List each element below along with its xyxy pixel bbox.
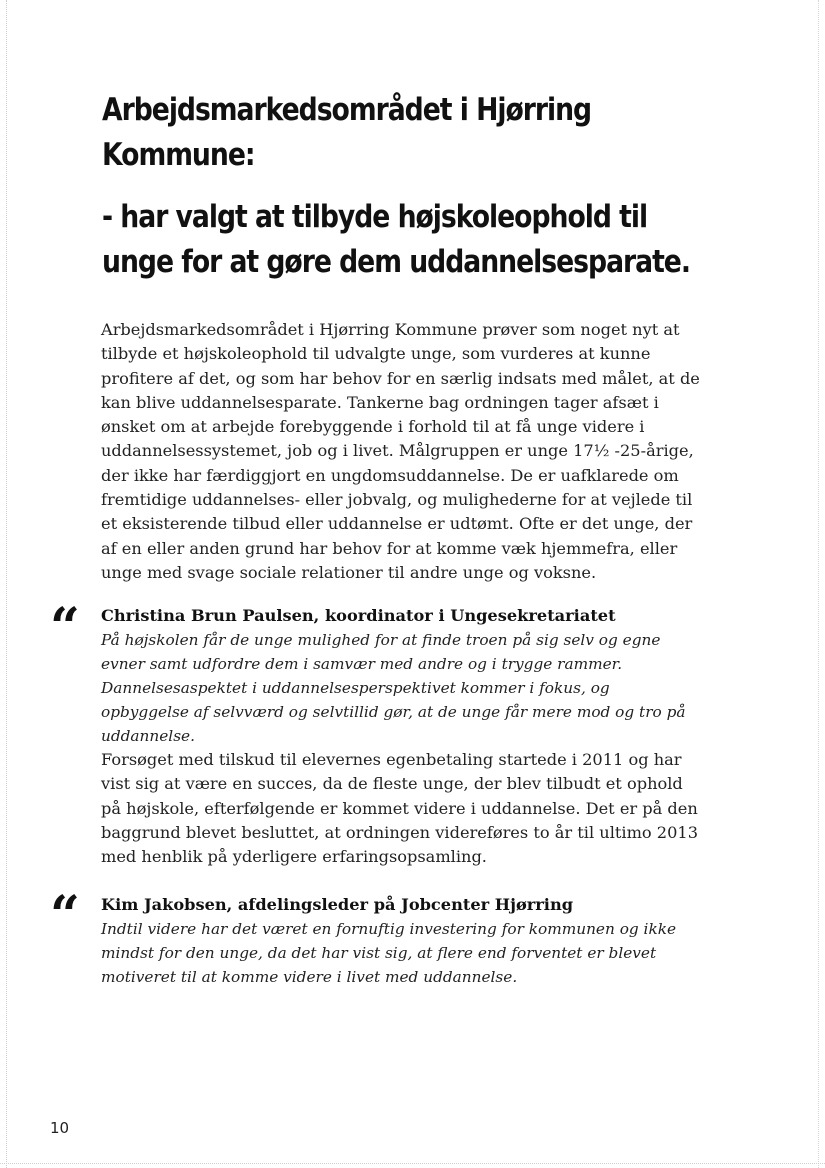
page-edge-left	[6, 0, 7, 1168]
page-number: 10	[50, 1119, 70, 1137]
quote-author: Kim Jakobsen, afdelingsleder på Jobcenter Hjørring	[101, 895, 574, 914]
quote-mark-icon: “	[50, 597, 74, 658]
quote-text: På højskolen får de unge mulighed for at finde troen på sig selv og egne evner samt udfordre dem i samvær med andre og i trygge rammer. Dannelsesaspektet i uddannelsesperspektivet kommer i fokus, og opbyggelse af selvværd og selvtillid gør, at de unge får mere mod og tro på uddannelse.	[101, 631, 686, 745]
page-title: Arbejdsmarkedsområdet i Hjørring Kommune:	[102, 92, 592, 173]
page-subtitle: - har valgt at tilbyde højskoleophold til unge for at gøre dem uddannelsesparate.	[102, 199, 690, 280]
body-paragraph: Forsøget med tilskud til elevernes egenbetaling startede i 2011 og har vist sig at være en succes, da de fleste unge, der blev tilbudt et ophold på højskole, efterfølgende er kommet videre i uddannelse. Det er på den baggrund blevet besluttet, at ordningen videreføres to år til ultimo 2013 med henblik på yderligere erfaringsopsamling.	[101, 750, 699, 867]
page-edge-right	[818, 0, 819, 1168]
quote-author: Christina Brun Paulsen, koordinator i Ungesekretariatet	[101, 606, 616, 625]
intro-paragraph: Arbejdsmarkedsområdet i Hjørring Kommune prøver som noget nyt at tilbyde et højskoleophold til udvalgte unge, som vurderes at kunne profitere af det, og som har behov for en særlig indsats med målet, at de kan blive uddannelsesparate. Tankerne bag ordningen tager afsæt i ønsket om at arbejde forebyggende i forhold til at få unge videre i uddannelsessystemet, job og i livet. Målgruppen er unge 17½ -25-årige, der ikke har færdiggjort en ungdomsuddannelse. De er uafklarede om fremtidige uddannelses- eller jobvalg, og mulighederne for at vejlede til et eksisterende tilbud eller uddannelse er udtømt. Ofte er det unge, der af en eller anden grund har behov for at komme væk hjemmefra, eller unge med svage sociale relationer til andre unge og voksne.	[101, 320, 700, 582]
quote-block	[101, 893, 701, 989]
page-edge-bottom	[0, 1163, 825, 1164]
quote-block	[101, 604, 701, 748]
quote-mark-icon: “	[50, 885, 74, 946]
quote-text: Indtil videre har det været en fornuftig investering for kommunen og ikke mindst for den unge, da det har vist sig, at flere end forventet er blevet motiveret til at komme videre i livet med uddannelse.	[101, 920, 677, 986]
